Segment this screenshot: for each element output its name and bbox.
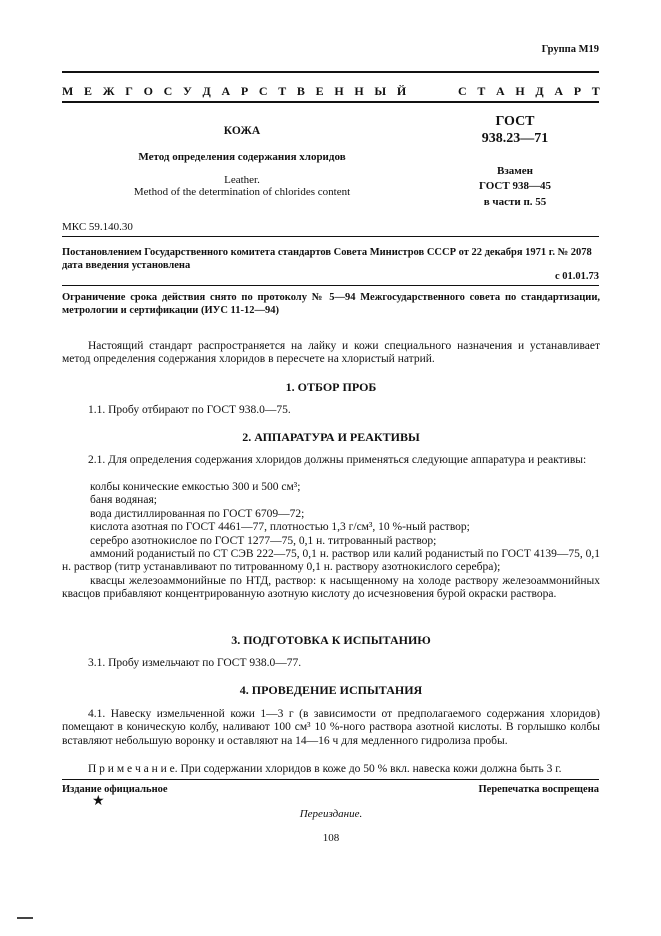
list-item: квасцы железоаммонийные по НТД, раствор: к насыщенному на холоде раствору железоаммонийных квасцов прибавляют концентрированную азотную кислоту до исчезновения бурой окраски раствора.	[62, 574, 600, 601]
scan-mark	[17, 917, 33, 919]
list-item: аммоний роданистый по СТ СЭВ 222—75, 0,1 н. раствор или калий роданистый по ГОСТ 4139—75, 0,1 н. раствор (титр устанавливают по титрованному 0,1 н. раствору азотнокислого серебра);	[62, 548, 600, 574]
mks-rule	[62, 236, 599, 237]
section-2-title: 2. АППАРАТУРА И РЕАКТИВЫ	[242, 430, 420, 444]
footer-rule	[62, 779, 599, 780]
standard-type-letter: Т	[477, 84, 486, 98]
standard-type-letter: Р	[573, 84, 582, 98]
standard-type-letter	[444, 84, 447, 99]
replaces-gost: ГОСТ 938—45	[479, 180, 551, 192]
standard-type-letter: С	[457, 84, 467, 98]
standard-type-letter: С	[163, 84, 173, 98]
document-subtitle: Метод определения содержания хлоридов	[138, 151, 346, 163]
standard-type-letter: А	[496, 84, 505, 98]
standard-type-letter: А	[554, 84, 564, 98]
section-4-paragraph: 4.1. Навеску измельченной кожи 1—3 г (в зависимости от предполагаемого содержания хлоридов) помещают в коническую колбу, наливают 100 см³ 10 %-ного раствора азотной кислоты. В горлышко колбы вставляют небольшую воронку и оставляют на 14—16 ч для медленного гидролиза пробы.	[62, 708, 600, 747]
note-paragraph	[62, 763, 600, 776]
replaces-part: в части п. 55	[483, 196, 547, 208]
replaces-label: Взамен	[497, 165, 533, 177]
note-label: П р и м е ч а н и е.	[88, 763, 178, 775]
standard-type-letter: Н	[354, 84, 364, 98]
group-code: Группа М19	[541, 44, 599, 55]
gost-label: ГОСТ	[495, 114, 535, 129]
mks-code: МКС 59.140.30	[62, 221, 133, 233]
standard-type-letter: С	[258, 84, 268, 98]
standard-type-letter: О	[143, 84, 153, 98]
list-item: вода дистиллированная по ГОСТ 6709—72;	[90, 507, 305, 520]
header-top-rule	[62, 71, 599, 73]
page-number: 108	[322, 832, 340, 844]
official-edition: Издание официальное	[62, 784, 168, 795]
standard-type-letter: У	[183, 84, 192, 98]
intro-paragraph: Настоящий стандарт распространяется на лайку и кожи специального назначения и устанавливает метод определения содержания хлоридов в пересчете на хлористый натрий.	[62, 340, 600, 366]
standard-type-letter: Т	[278, 84, 287, 98]
reprint-prohibited: Перепечатка воспрещена	[478, 784, 599, 795]
standard-type-letter: Е	[315, 84, 324, 98]
standard-type-letter: Д	[202, 84, 211, 98]
section-2-list	[62, 481, 600, 602]
standard-type-letter: Д	[535, 84, 544, 98]
list-item: колбы конические емкостью 300 и 500 см³;	[90, 481, 301, 493]
note-text: При содержании хлоридов в коже до 50 % вкл. навеска кожи должна быть 3 г.	[180, 763, 562, 775]
standard-type-heading	[62, 84, 600, 99]
standard-type-letter: Г	[125, 84, 133, 98]
section-2-paragraph: 2.1. Для определения содержания хлоридов должны применяться следующие аппаратура и реактивы:	[88, 454, 587, 466]
section-3-title: 3. ПОДГОТОВКА К ИСПЫТАНИЮ	[231, 633, 431, 647]
gost-number: 938.23—71	[481, 131, 549, 146]
standard-type-letter: М	[62, 84, 74, 98]
standard-type-letter: Т	[591, 84, 600, 98]
list-item: баня водяная;	[90, 494, 157, 507]
standard-type-letter: Н	[515, 84, 525, 98]
standard-type-letter: Е	[84, 84, 93, 98]
effective-date: с 01.01.73	[554, 271, 599, 282]
standard-type-letter	[431, 84, 434, 99]
list-item: кислота азотная по ГОСТ 4461—77, плотностью 1,3 г/см³, 10 %-ный раствор;	[90, 521, 470, 534]
document-subtitle-en: Method of the determination of chlorides content	[133, 186, 351, 198]
list-item: серебро азотнокислое по ГОСТ 1277—75, 0,1 н. титрованный раствор;	[90, 534, 437, 547]
standard-type-letter: Й	[396, 84, 407, 98]
section-3-paragraph: 3.1. Пробу измельчают по ГОСТ 938.0—77.	[88, 657, 302, 669]
standard-type-letter: Ж	[102, 84, 115, 98]
decree-rule	[62, 285, 599, 286]
star-icon: ★	[92, 794, 105, 809]
standard-type-letter: Н	[334, 84, 344, 98]
document-title: КОЖА	[223, 125, 261, 137]
standard-type-letter: Р	[240, 84, 249, 98]
document-title-en: Leather.	[224, 174, 260, 186]
section-1-title: 1. ОТБОР ПРОБ	[285, 380, 377, 394]
section-1-paragraph: 1.1. Пробу отбирают по ГОСТ 938.0—75.	[88, 404, 291, 416]
standard-type-letter	[417, 84, 420, 99]
limitation-text: Ограничение срока действия снято по протоколу № 5—94 Межгосударственного совета по стандартизации, метрологии и сертификации (ИУС 11-12—94)	[62, 292, 600, 316]
standard-type-letter: А	[221, 84, 231, 98]
header-bottom-rule	[62, 101, 599, 103]
section-4-title: 4. ПРОВЕДЕНИЕ ИСПЫТАНИЯ	[239, 683, 423, 697]
reissue-note: Переиздание.	[299, 808, 363, 820]
standard-type-letter: Ы	[374, 84, 387, 98]
standard-type-letter: В	[296, 84, 305, 98]
decree-text: Постановлением Государственного комитета стандартов Совета Министров СССР от 22 декабря 1971 г. № 2078 дата введения установлена	[62, 247, 592, 271]
